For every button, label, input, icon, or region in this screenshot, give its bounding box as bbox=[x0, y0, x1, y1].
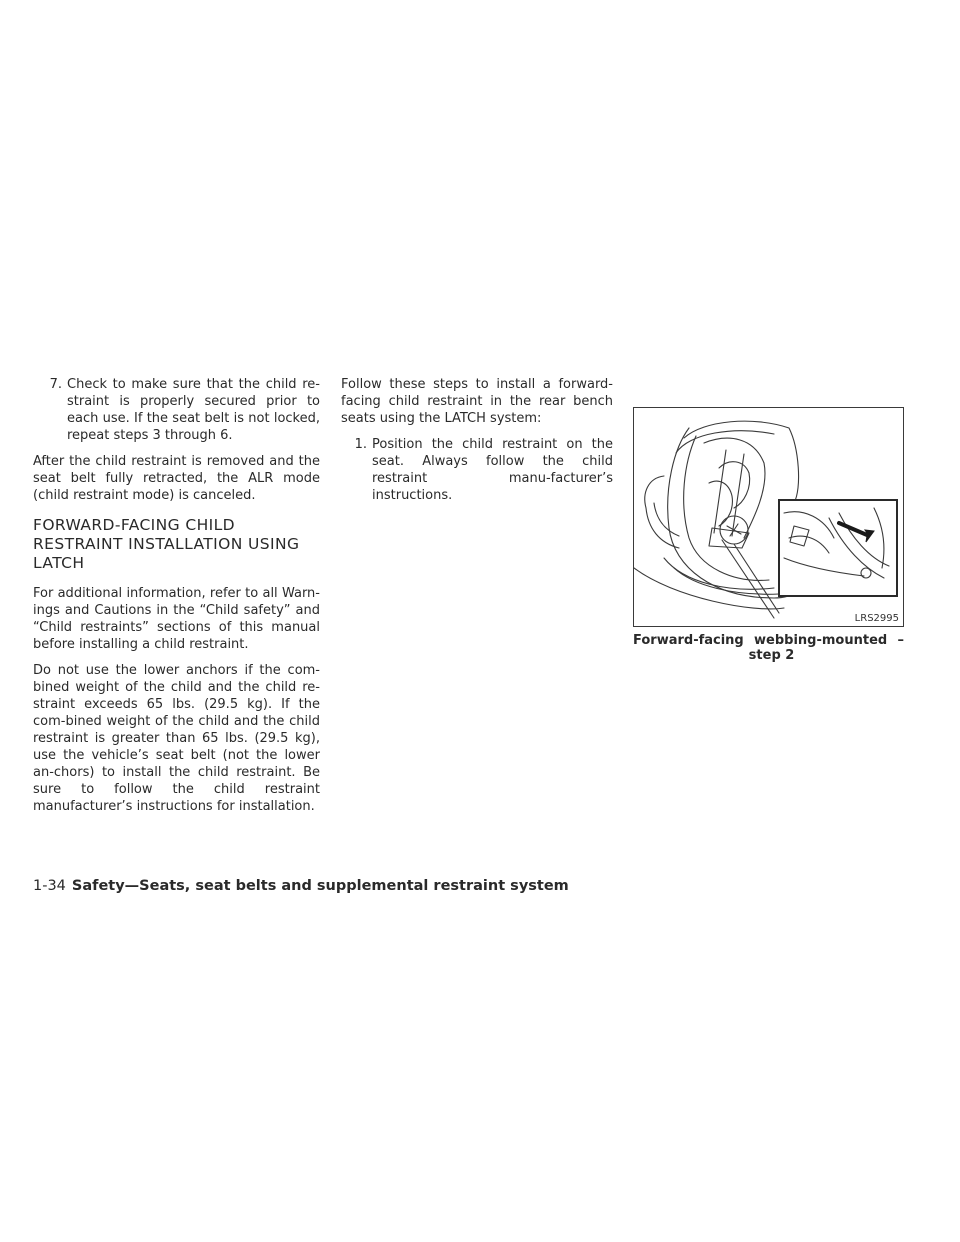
caption-word-1: Forward-facing bbox=[633, 633, 744, 648]
alr-cancel-paragraph: After the child restraint is removed and the seat belt fully retracted, the ALR mode (child restraint mode) is canceled. bbox=[33, 454, 320, 503]
step-7 bbox=[33, 376, 320, 444]
figure-caption-line-2: step 2 bbox=[748, 648, 795, 663]
section-heading: FORWARD-FACING CHILD RESTRAINT INSTALLATION USING LATCH bbox=[33, 516, 300, 572]
step-1 bbox=[341, 436, 613, 504]
additional-info-paragraph: For additional information, refer to all Warn-ings and Cautions in the “Child safety” and “Child restraints” sections of this manual before installing a child restraint. bbox=[33, 586, 320, 652]
child-seat-drawing bbox=[634, 408, 904, 627]
figure-caption bbox=[633, 633, 904, 663]
latch-intro-paragraph: Follow these steps to install a forward-facing child restraint in the rear bench seats using the LATCH system: bbox=[341, 377, 613, 426]
page-number: 1-34 bbox=[33, 878, 66, 894]
lower-anchors-paragraph: Do not use the lower anchors if the com-bined weight of the child and the child re-straint exceeds 65 lbs. (29.5 kg). If the com-bined weight of the child and the child restraint is greater than 65 lbs. (29.5 kg), use the vehicle’s seat belt (not the lower an-chors) to install the child restraint. Be sure to follow the child restraint manufacturer’s instructions for installation. bbox=[33, 663, 320, 814]
child-seat-illustration bbox=[633, 407, 904, 627]
step-1-text: Position the child restraint on the seat. Always follow the child restraint manu-facturer’s instructions. bbox=[372, 437, 613, 503]
step-1-number: 1. bbox=[354, 437, 367, 452]
caption-word-2: webbing-mounted bbox=[754, 633, 888, 648]
middle-column bbox=[341, 376, 613, 513]
step-7-number: 7. bbox=[49, 377, 62, 392]
figure-code: LRS2995 bbox=[854, 613, 899, 624]
figure-caption-line-1 bbox=[633, 633, 904, 648]
caption-word-3: – bbox=[897, 633, 904, 648]
page-footer bbox=[33, 877, 569, 895]
section-title: Safety—Seats, seat belts and supplemental restraint system bbox=[71, 878, 569, 894]
left-column bbox=[33, 376, 320, 824]
step-7-text: Check to make sure that the child re-straint is properly secured prior to each use. If the seat belt is not locked, repeat steps 3 through 6. bbox=[67, 377, 320, 443]
